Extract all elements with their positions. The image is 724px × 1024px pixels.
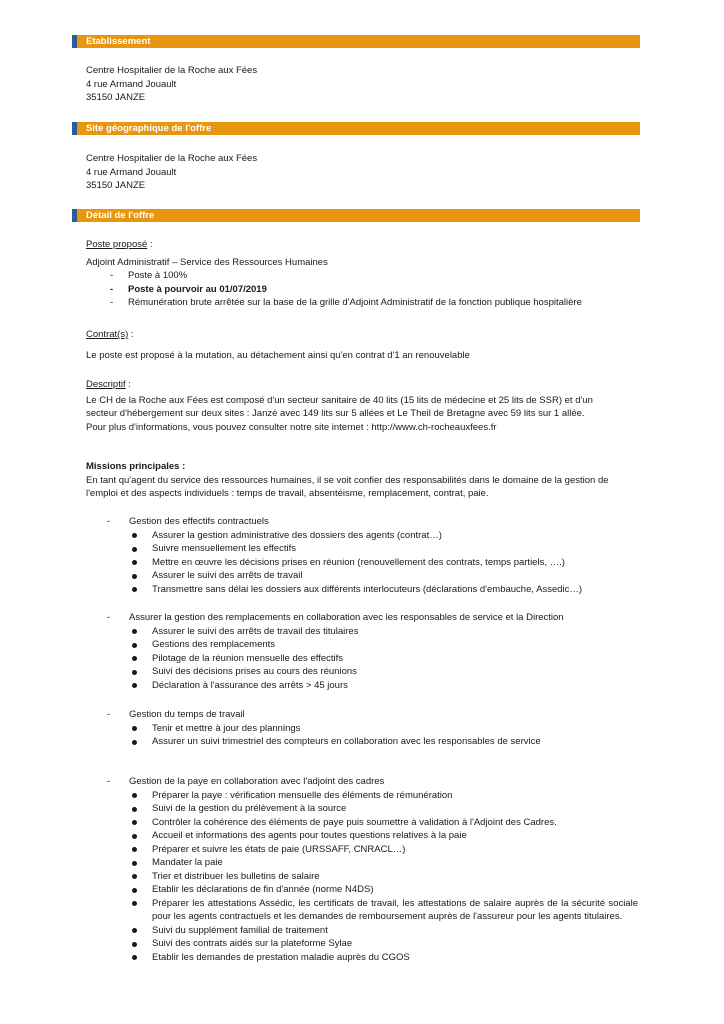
- bullet-icon: [132, 847, 137, 852]
- dash-marker: -: [107, 516, 111, 527]
- bullet-icon: [132, 656, 137, 661]
- bullet-icon: [132, 834, 137, 839]
- poste-item: [86, 283, 638, 297]
- contrat-text: Le poste est proposé à la mutation, au détachement ainsi qu'en contrat d'1 an renouvelable: [86, 349, 470, 361]
- contrat-heading: [86, 328, 638, 342]
- bullet-icon: [132, 740, 137, 745]
- bullet-icon: [132, 643, 137, 648]
- list-item-text: Suivi des contrats aidés sur la plateforme Sylae: [152, 938, 353, 949]
- list-item: [86, 829, 646, 843]
- bullet-icon: [132, 874, 137, 879]
- dash-marker: -: [110, 297, 114, 308]
- list-item: [86, 652, 646, 666]
- mission-group-title-text: Assurer la gestion des remplacements en collaboration avec les responsables de service et la Direction: [129, 612, 564, 623]
- list-item: [86, 722, 646, 736]
- list-item: [86, 816, 646, 830]
- list-item-text: Préparer la paye : vérification mensuelle des éléments de rémunération: [152, 789, 453, 801]
- missions-line: En tant qu'agent du service des ressources humaines, il se voit confier des responsabilités dans le domaine de la gestion de: [86, 474, 609, 486]
- section-title: Site géographique de l'offre: [86, 123, 212, 134]
- bullet-icon: [132, 670, 137, 675]
- dash-marker: -: [107, 612, 111, 623]
- list-item: [86, 542, 646, 556]
- list-item-text: Trier et distribuer les bulletins de salaire: [152, 870, 320, 882]
- poste-title: Adjoint Administratif – Service des Ressources Humaines: [86, 256, 328, 268]
- list-item: [86, 556, 646, 570]
- section-header-etablissement: [72, 35, 640, 48]
- descriptif-line: Le CH de la Roche aux Fées est composé d'un secteur sanitaire de 40 lits (15 lits de médecine et 25 lits de SSR) et d'un: [86, 394, 593, 406]
- etablissement-address: [86, 64, 638, 105]
- list-item: [86, 870, 646, 884]
- list-item-text: Tenir et mettre à jour des plannings: [152, 722, 301, 734]
- dash-marker: -: [107, 709, 111, 720]
- establishment-street: 4 rue Armand Jouault: [86, 78, 177, 90]
- bullet-icon: [132, 807, 137, 812]
- mission-group-title: [86, 708, 646, 722]
- bullet-icon: [132, 888, 137, 893]
- mission-group-title: [86, 611, 646, 625]
- list-item-text: Suivi de la gestion du prélèvement à la source: [152, 803, 347, 814]
- bullet-icon: [132, 683, 137, 688]
- poste-block: [86, 238, 638, 310]
- mission-group-title-text: Gestion de la paye en collaboration avec l'adjoint des cadres: [129, 776, 385, 787]
- list-item-text: Suivre mensuellement les effectifs: [152, 543, 296, 554]
- poste-item-text: Rémunération brute arrêtée sur la base de la grille d'Adjoint Administratif de la fonction publique hospitalière: [128, 297, 582, 308]
- bullet-icon: [132, 861, 137, 866]
- list-item: [86, 924, 646, 938]
- descriptif-heading: [86, 378, 638, 392]
- bullet-icon: [132, 587, 137, 592]
- list-item-text: Gestions des remplacements: [152, 639, 276, 650]
- list-item: [86, 883, 646, 897]
- list-item-text: Pilotage de la réunion mensuelle des effectifs: [152, 652, 344, 664]
- list-item: [86, 529, 646, 543]
- dash-marker: -: [107, 776, 111, 787]
- list-item: [86, 638, 646, 652]
- list-item-text: Assurer la gestion administrative des dossiers des agents (contrat…): [152, 529, 442, 541]
- list-item: [86, 569, 646, 583]
- missions-block: [86, 460, 638, 501]
- list-item: [86, 665, 646, 679]
- list-item: [86, 625, 646, 639]
- bullet-icon: [132, 793, 137, 798]
- list-item-text: Etablir les déclarations de fin d'année (norme N4DS): [152, 884, 374, 895]
- list-item-text: Assurer un suivi trimestriel des compteurs en collaboration avec les responsables de service: [152, 736, 541, 747]
- site-address: [86, 152, 638, 193]
- poste-item-text: Poste à pourvoir au 01/07/2019: [128, 283, 267, 295]
- mission-group-effectifs: [86, 515, 646, 596]
- bullet-icon: [132, 547, 137, 552]
- list-item-text: Assurer le suivi des arrêts de travail des titulaires: [152, 625, 359, 637]
- bullet-icon: [132, 560, 137, 565]
- list-item: [86, 951, 646, 965]
- poste-item: [86, 269, 638, 283]
- list-item-text: Suivi du supplément familial de traitement: [152, 924, 328, 936]
- dash-marker: -: [110, 270, 114, 281]
- poste-colon: :: [147, 239, 153, 250]
- list-item: [86, 789, 646, 803]
- descriptif-colon: :: [125, 379, 131, 390]
- site-city: 35150 JANZE: [86, 180, 146, 191]
- descriptif-block: [86, 378, 638, 434]
- site-name: Centre Hospitalier de la Roche aux Fées: [86, 153, 258, 164]
- bullet-icon: [132, 820, 137, 825]
- descriptif-line: Pour plus d'informations, vous pouvez consulter notre site internet : http://www.ch-rocheauxfees.fr: [86, 421, 497, 433]
- mission-group-paye: [86, 775, 646, 964]
- bullet-icon: [132, 726, 137, 731]
- list-item-text: Préparer les attestations Assédic, les certificats de travail, les attestations de salaire auprès de la sécurité sociale pour les agents contractuels et les demandes de remboursement auprès de l'assureur pour les agents titulaires.: [152, 897, 638, 922]
- section-header-detail: [72, 209, 640, 222]
- mission-group-title-text: Gestion des effectifs contractuels: [129, 516, 269, 527]
- section-title: Détail de l'offre: [86, 210, 155, 221]
- bullet-icon: [132, 928, 137, 933]
- section-header-site: [72, 122, 640, 135]
- list-item: [86, 856, 646, 870]
- section-title: Etablissement: [86, 36, 151, 47]
- poste-item-text: Poste à 100%: [128, 270, 188, 281]
- list-item-text: Contrôler la cohérence des éléments de paye puis soumettre à validation à l'Adjoint des Cadres.: [152, 816, 557, 828]
- list-item: [86, 937, 646, 951]
- mission-group-title: [86, 515, 646, 529]
- list-item-text: Préparer et suivre les états de paie (URSSAFF, CNRACL…): [152, 843, 406, 855]
- poste-heading: [86, 238, 638, 252]
- establishment-name: Centre Hospitalier de la Roche aux Fées: [86, 65, 258, 76]
- mission-group-title: [86, 775, 646, 789]
- bullet-icon: [132, 629, 137, 634]
- list-item: [86, 679, 646, 693]
- missions-heading: Missions principales :: [86, 461, 186, 472]
- bullet-icon: [132, 942, 137, 947]
- dash-marker: -: [110, 283, 114, 295]
- list-item-text: Suivi des décisions prises au cours des réunions: [152, 666, 357, 677]
- missions-line: l'emploi et des aspects individuels : temps de travail, absentéisme, remplacement, contrat, paie.: [86, 488, 489, 499]
- list-item-text: Accueil et informations des agents pour toutes questions relatives à la paie: [152, 830, 467, 841]
- bullet-icon: [132, 901, 137, 906]
- contrat-label: Contrat(s): [86, 329, 129, 340]
- bullet-icon: [132, 533, 137, 538]
- bullet-icon: [132, 574, 137, 579]
- poste-item: [86, 296, 638, 310]
- bullet-icon: [132, 955, 137, 960]
- list-item-text: Assurer le suivi des arrêts de travail: [152, 570, 303, 581]
- list-item: [86, 735, 646, 749]
- list-item: [86, 583, 646, 597]
- list-item: [86, 897, 646, 924]
- list-item: [86, 843, 646, 857]
- list-item-text: Mandater la paie: [152, 857, 223, 868]
- poste-label: Poste proposé: [86, 239, 148, 250]
- descriptif-line: secteur d'hébergement sur deux sites : Janzé avec 149 lits sur 5 allées et Le Theil de Bretagne avec 59 lits sur 1 allée.: [86, 408, 585, 419]
- mission-group-remplacements: [86, 611, 646, 692]
- descriptif-label: Descriptif: [86, 379, 126, 390]
- list-item-text: Mettre en œuvre les décisions prises en réunion (renouvellement des contrats, temps partiels, ….): [152, 556, 565, 568]
- list-item: [86, 802, 646, 816]
- list-item-text: Déclaration à l'assurance des arrêts > 45 jours: [152, 679, 348, 691]
- list-item-text: Etablir les demandes de prestation maladie auprès du CGOS: [152, 951, 410, 963]
- site-street: 4 rue Armand Jouault: [86, 166, 177, 178]
- mission-group-temps-travail: [86, 708, 646, 749]
- list-item-text: Transmettre sans délai les dossiers aux différents interlocuteurs (déclarations d'embauche, Assedic…): [152, 583, 583, 595]
- establishment-city: 35150 JANZE: [86, 92, 146, 103]
- mission-group-title-text: Gestion du temps de travail: [129, 709, 245, 720]
- contrat-block: [86, 328, 638, 362]
- contrat-colon: :: [128, 329, 134, 340]
